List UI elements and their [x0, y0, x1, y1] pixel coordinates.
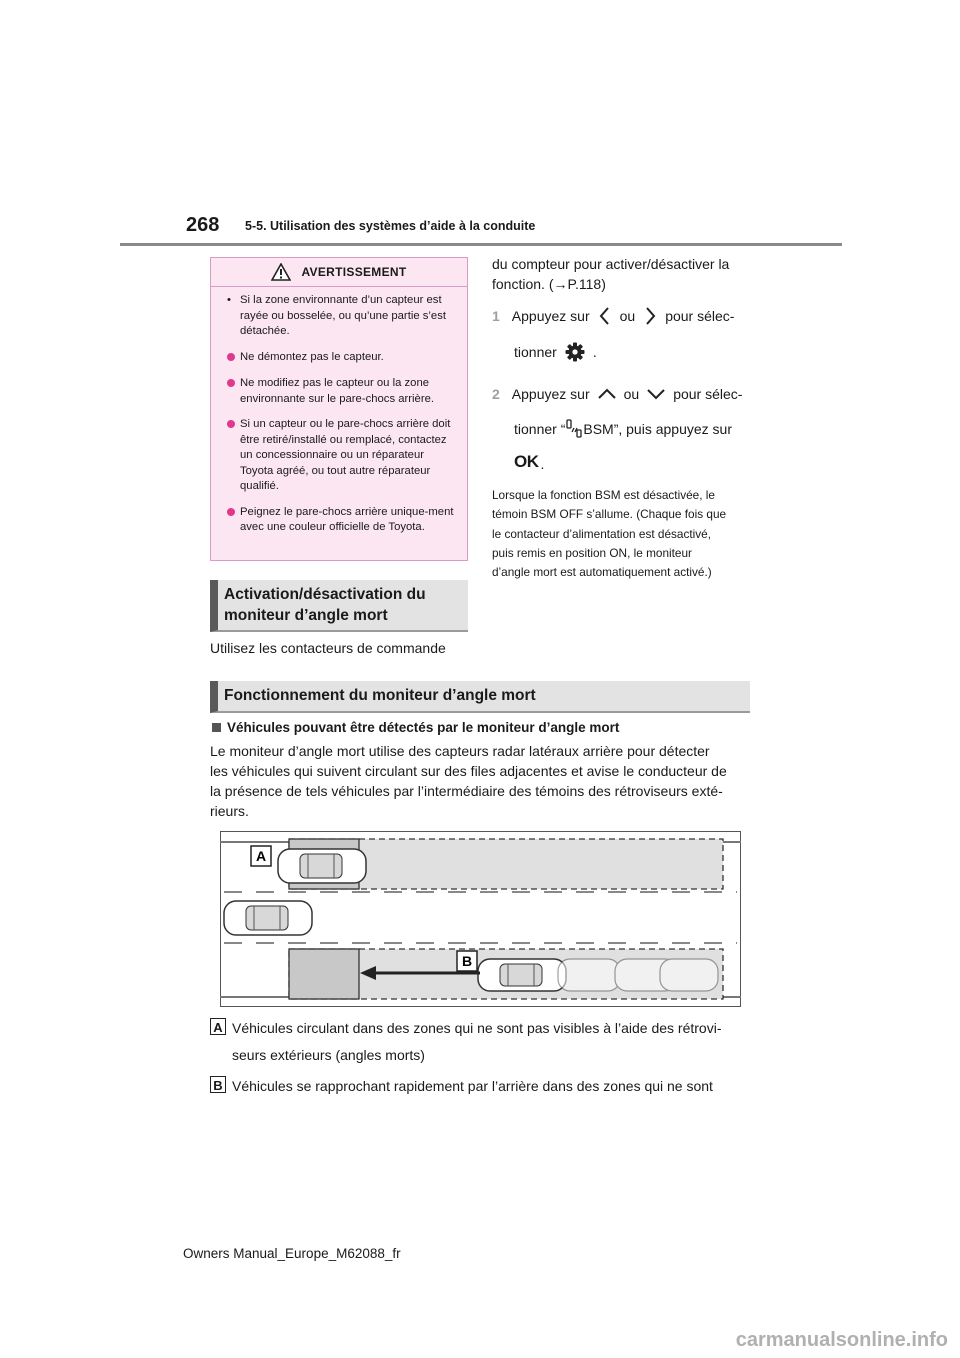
- step-text: Appuyez sur: [511, 386, 590, 402]
- legend-text: Véhicules se rapprochant rapidement par l’arrière dans des zones qui ne sont: [232, 1078, 713, 1094]
- warning-title: AVERTISSEMENT: [301, 265, 407, 279]
- gear-icon: [565, 342, 585, 362]
- subheading-text: Véhicules pouvant être détectés par le moniteur d’angle mort: [227, 720, 620, 735]
- label-a: A: [255, 848, 267, 864]
- warning-triangle-icon: [271, 263, 291, 281]
- heading-line: Activation/désactivation du: [224, 586, 426, 603]
- square-bullet-icon: [212, 723, 221, 732]
- operation-paragraph: [210, 741, 755, 821]
- own-vehicle: [224, 901, 312, 935]
- note-line: témoin BSM OFF s’allume. (Chaque fois que: [492, 507, 727, 522]
- section-heading-activation: [210, 580, 468, 632]
- or-text: ou: [623, 386, 640, 402]
- approaching-vehicle: [478, 959, 566, 991]
- legend-item-b: [210, 1076, 713, 1096]
- period: .: [592, 344, 597, 360]
- legend-label-b: B: [210, 1076, 226, 1093]
- ok-button-symbol: OK: [514, 452, 539, 471]
- step-text: pour sélec-: [673, 386, 743, 402]
- warning-item-text: Si la zone environnante d’un capteur est rayée ou bosselée, ou qu’une partie s’est détachée.: [240, 294, 446, 337]
- warning-box: [210, 257, 468, 561]
- bullet-marker: •: [227, 294, 231, 306]
- step-1-line: [492, 306, 734, 326]
- warning-item-text: Ne modifiez pas le capteur ou la zone environnante sur le pare-chocs arrière.: [240, 377, 435, 405]
- legend-text-cont: seurs extérieurs (angles morts): [232, 1047, 425, 1063]
- period: .: [540, 456, 545, 472]
- step-number: 2: [492, 386, 500, 402]
- bullet-dot-icon: [227, 508, 235, 516]
- step-2-line-2: [514, 419, 732, 439]
- note-line: d’angle mort est automatiquement activé.): [492, 565, 712, 580]
- section-heading-operation: Fonctionnement du moniteur d’angle mort: [210, 681, 750, 713]
- car-in-blind-spot: [278, 849, 366, 883]
- warning-item-text: Peignez le pare-chocs arrière unique-ment avec une couleur officielle de Toyota.: [240, 505, 454, 533]
- paragraph-line: les véhicules qui suivent circulant sur des files adjacentes et avise le conducteur de: [210, 763, 727, 779]
- warning-item-text: Si un capteur ou le pare-chocs arrière doit être retiré/installé ou remplacé, contactez un concessionnaire ou un réparateur Toyota agréé, ou tout autre réparateur qualifié.: [240, 418, 451, 492]
- step-text: BSM”, puis appuyez sur: [583, 421, 732, 437]
- step-2-line: [492, 384, 742, 404]
- section-title: 5-5. Utilisation des systèmes d’aide à la conduite: [245, 219, 536, 233]
- step-1-line-2: [514, 342, 597, 362]
- chevron-left-icon: [596, 306, 614, 326]
- warning-header: [211, 258, 467, 287]
- legend-text: Véhicules circulant dans des zones qui ne sont pas visibles à l’aide des rétrovi-: [232, 1020, 722, 1036]
- step-text: pour sélec-: [665, 308, 735, 324]
- step-text: Appuyez sur: [511, 308, 590, 324]
- legend-item-a: [210, 1018, 722, 1038]
- heading-line: moniteur d’angle mort: [224, 607, 388, 624]
- legend-label-a: A: [210, 1018, 226, 1035]
- chevron-right-icon: [641, 306, 659, 326]
- page-reference: fonction. (→P.118): [492, 276, 606, 292]
- note-line: Lorsque la fonction BSM est désactivée, le: [492, 488, 715, 502]
- bullet-dot-icon: [227, 420, 235, 428]
- step-text: tionner “: [514, 421, 566, 437]
- footer-text: Owners Manual_Europe_M62088_fr: [183, 1246, 401, 1261]
- or-text: ou: [619, 308, 636, 324]
- step-number: 1: [492, 308, 500, 324]
- chevron-down-icon: [645, 386, 667, 402]
- intro-text: Utilisez les contacteurs de commande: [210, 640, 446, 656]
- bullet-dot-icon: [227, 353, 235, 361]
- warning-item: [227, 293, 457, 340]
- warning-item-text: Ne démontez pas le capteur.: [240, 350, 384, 363]
- paragraph-line: la présence de tels véhicules par l’intermédiaire des témoins des rétroviseurs exté-: [210, 783, 723, 799]
- header-rule: [120, 243, 842, 246]
- label-b: B: [461, 953, 473, 969]
- page-number: 268: [186, 214, 220, 236]
- note-line: puis remis en position ON, le moniteur: [492, 545, 692, 560]
- warning-item: [227, 417, 457, 495]
- watermark: carmanualsonline.info: [735, 1329, 948, 1351]
- paragraph-line: Le moniteur d’angle mort utilise des capteurs radar latéraux arrière pour détecter: [210, 743, 710, 759]
- continuation-line: du compteur pour activer/désactiver la: [492, 256, 730, 272]
- approaching-vehicle-trail: [558, 959, 718, 991]
- bullet-dot-icon: [227, 379, 235, 387]
- warning-body: [211, 287, 467, 536]
- ok-line: [514, 452, 544, 472]
- blind-spot-zone-b: [289, 949, 359, 999]
- warning-item: [227, 350, 457, 367]
- blind-spot-diagram: [220, 831, 741, 1007]
- subheading: [212, 720, 619, 735]
- bsm-icon: [565, 419, 583, 439]
- bsm-note: [492, 486, 754, 582]
- note-line: le contacteur d’alimentation est désactivé,: [492, 526, 712, 541]
- warning-item: [227, 376, 457, 407]
- step-text: tionner: [514, 344, 557, 360]
- chevron-up-icon: [596, 386, 618, 402]
- paragraph-line: rieurs.: [210, 803, 249, 819]
- warning-item: [227, 505, 457, 536]
